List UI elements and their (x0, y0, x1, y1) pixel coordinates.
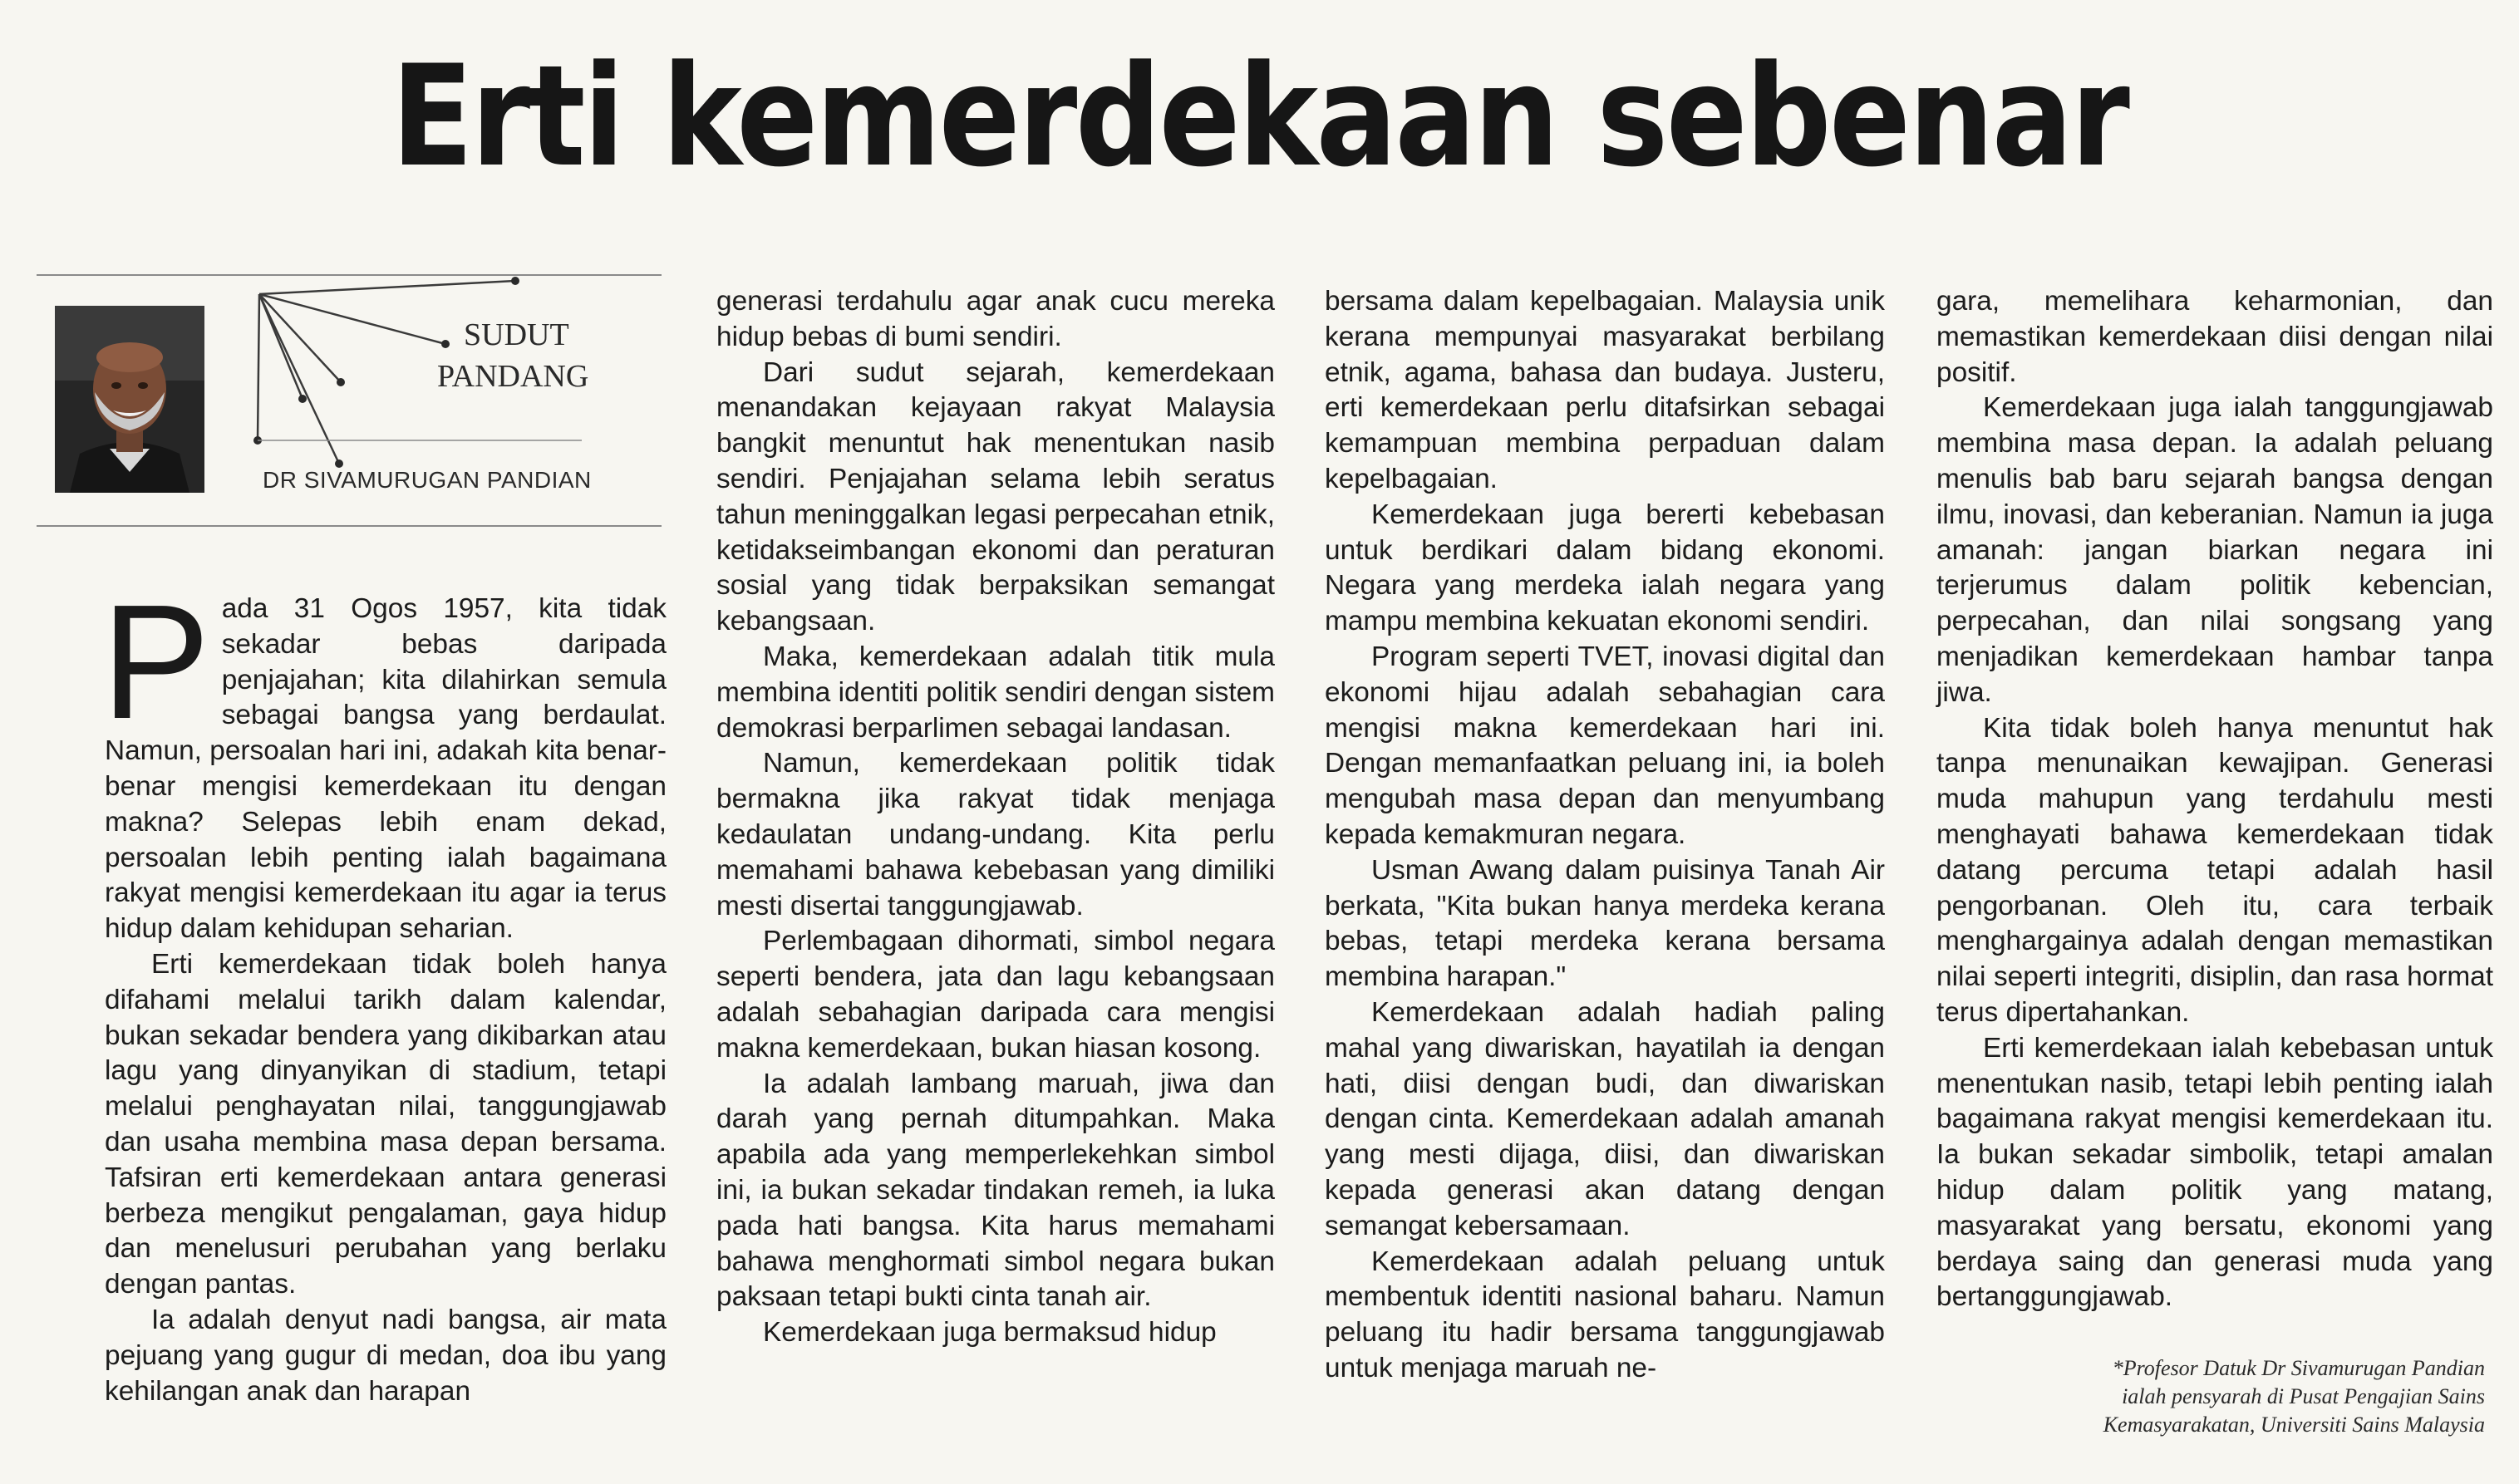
column-label-sudut: SUDUT (464, 317, 569, 352)
paragraph: Kemerdekaan adalah peluang untuk membentuk identiti nasional baharu. Namun peluang itu hadir bersama tanggungjawab untuk menjaga maruah ne- (1325, 1246, 1885, 1383)
paragraph: Ia adalah denyut nadi bangsa, air mata pejuang yang gugur di medan, doa ibu yang kehilangan anak dan harapan (105, 1304, 667, 1407)
paragraph: gara, memelihara keharmonian, dan memastikan kemerdekaan diisi dengan nilai positif. (1936, 286, 2493, 388)
header-bottom-rule (37, 525, 662, 527)
article-column-1 (101, 571, 667, 1409)
author-footnote (1936, 1354, 2485, 1439)
paragraph: Kita tidak boleh hanya menuntut hak tanpa menunaikan kewajipan. Generasi muda mahupun yang terdahulu mesti menghayati bahawa kemerdekaan tidak datang percuma tetapi adalah hasil pengorbanan. Oleh itu, cara terbaik menghargainya adalah dengan memastikan nilai seperti integriti, disiplin, dan rasa hormat terus dipertahankan. (1936, 712, 2493, 1028)
paragraph: Erti kemerdekaan ialah kebebasan untuk menentukan nasib, tetapi lebih penting ialah bagaimana rakyat mengisi kemerdekaan itu. Ia bukan sekadar simbolik, tetapi amalan hidup dalam politik yang matang, masyarakat yang bersatu, ekonomi yang berdaya saing dan generasi muda yang bertanggungjawab. (1936, 1032, 2493, 1313)
paragraph: Kemerdekaan juga bermaksud hidup (763, 1317, 1217, 1349)
paragraph: Kemerdekaan adalah hadiah paling mahal yang diwariskan, hayatilah ia dengan hati, diisi dengan budi, dan diwariskan dengan cinta. Kemerdekaan adalah amanah yang mesti dijaga, diisi, dan diwariskan kepada generasi akan datang dengan semangat kebersamaan. (1325, 996, 1885, 1241)
headline: Erti kemerdekaan sebenar (391, 35, 2128, 198)
article-column-3 (1325, 284, 1885, 1387)
paragraph: Perlembagaan dihormati, simbol negara seperti bendera, jata dan lagu kebangsaan adalah sebahagian daripada cara mengisi makna kemerdekaan, bukan hiasan kosong. (716, 926, 1275, 1064)
drop-cap: P (101, 571, 210, 753)
paragraph: Usman Awang dalam puisinya Tanah Air berkata, "Kita bukan hanya merdeka kerana bebas, tetapi merdeka kerana bersama membina harapan." (1325, 854, 1885, 993)
article-column-2 (716, 284, 1275, 1351)
paragraph: Maka, kemerdekaan adalah titik mula membina identiti politik sendiri dengan sistem demokrasi berparlimen sebagai landasan. (716, 641, 1275, 744)
paragraph: Kemerdekaan juga bererti kebebasan untuk berdikari dalam bidang ekonomi. Negara yang merdeka ialah negara yang mampu membina kekuatan ekonomi sendiri. (1325, 499, 1885, 637)
author-photo (55, 306, 204, 493)
footnote-line: *Profesor Datuk Dr Sivamurugan Pandian (2112, 1356, 2485, 1380)
paragraph: Namun, kemerdekaan politik tidak bermakna jika rakyat tidak menjaga kedaulatan undang-undang. Kita perlu memahami bahawa kebebasan yang dimiliki mesti disertai tanggungjawab. (716, 748, 1275, 921)
author-byline: DR SIVAMURUGAN PANDIAN (263, 467, 592, 493)
paragraph: generasi terdahulu agar anak cucu mereka hidup bebas di bumi sendiri. (716, 286, 1275, 352)
paragraph: Program seperti TVET, inovasi digital dan ekonomi hijau adalah sebahagian cara mengisi makna kemerdekaan hari ini. Dengan memanfaatkan peluang ini, ia boleh mengubah masa depan dan menyumbang kepada kemakmuran negara. (1325, 641, 1885, 850)
footnote-line: ialah pensyarah di Pusat Pengajian Sains (2122, 1384, 2485, 1408)
paragraph: Dari sudut sejarah, kemerdekaan menandakan kejayaan rakyat Malaysia bangkit menuntut hak menentukan nasib sendiri. Penjajahan selama lebih seratus tahun meninggalkan legasi perpecahan etnik, ketidakseimbangan ekonomi dan peraturan sosial yang tidak berpaksikan semangat kebangsaan. (716, 356, 1276, 637)
paragraph: bersama dalam kepelbagaian. Malaysia unik kerana mempunyai masyarakat berbilang etnik, agama, bahasa dan budaya. Justeru, erti kemerdekaan perlu ditafsirkan sebagai kemampuan membina perpaduan dalam kepelbagaian. (1325, 286, 1885, 494)
paragraph: Erti kemerdekaan tidak boleh hanya difahami melalui tarikh dalam kalendar, bukan sekadar bendera yang dikibarkan atau lagu yang dinyanyikan di stadium, tetapi melalui penghayatan nilai, tanggungjawab dan usaha membina masa depan bersama. Tafsiran erti kemerdekaan antara generasi berbeza mengikut pengalaman, gaya hidup dan menelusuri perubahan yang berlaku dengan pantas. (105, 948, 667, 1300)
footnote-line: Kemasyarakatan, Universiti Sains Malaysia (2103, 1413, 2485, 1437)
article-column-4 (1936, 284, 2493, 1315)
paragraph: Kemerdekaan juga ialah tanggungjawab membina masa depan. Ia adalah peluang menulis bab baru sejarah bangsa dengan ilmu, inovasi, dan keberanian. Namun ia juga amanah: jangan biarkan negara ini terjerumus dalam politik kebencian, perpecahan, dan nilai songsang yang menjadikan kemerdekaan hambar tanpa jiwa. (1936, 392, 2493, 708)
paragraph: Ia adalah lambang maruah, jiwa dan darah yang pernah ditumpahkan. Maka apabila ada yang memperlekehkan simbol ini, ia bukan sekadar tindakan remeh, ia luka pada hati bangsa. Kita harus memahami bahawa menghormati simbol negara bukan paksaan tetapi bukti cinta tanah air. (716, 1068, 1275, 1313)
paragraph: Pada 31 Ogos 1957, kita tidak sekadar bebas daripada penjajahan; kita dilahirkan semula sebagai bangsa yang berdaulat. Namun, persoalan hari ini, adakah kita benar-benar mengisi kemerdekaan itu dengan makna? Selepas lebih enam dekad, persoalan lebih penting ialah bagaimana rakyat mengisi kemerdekaan itu agar ia terus hidup dalam kehidupan seharian. (101, 571, 667, 945)
column-label-pandang: PANDANG (437, 359, 589, 394)
